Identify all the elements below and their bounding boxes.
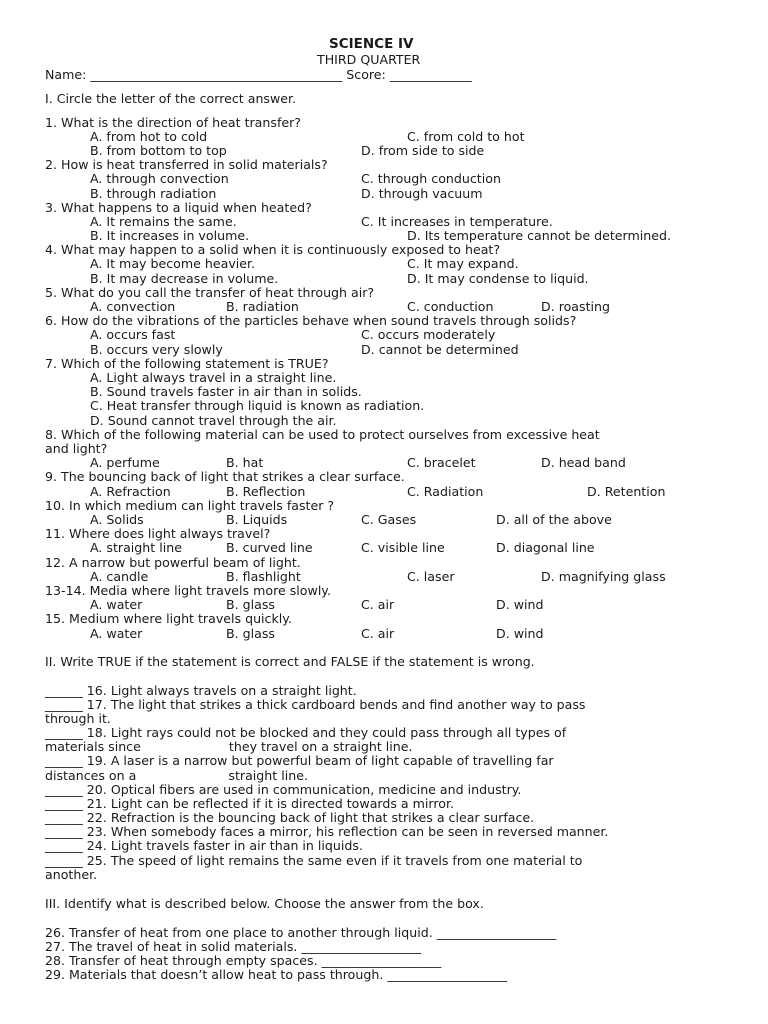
question-15: 15. Medium where light travels quickly. (45, 611, 292, 626)
question-8: 8. Which of the following material can be used to protect ourselves from excessive heat (45, 427, 600, 442)
tf-line: ______ 21. Light can be reflected if it is directed towards a mirror. (45, 796, 454, 811)
tf-line: through it. (45, 711, 111, 726)
tf-line: ______ 22. Refraction is the bouncing back of light that strikes a clear surface. (45, 810, 535, 825)
q1-choice-b[interactable]: B. from bottom to top (90, 143, 227, 158)
q11-choice-a[interactable]: A. straight line (90, 540, 182, 555)
question-9: 9. The bouncing back of light that strikes a clear surface. (45, 469, 405, 484)
q12-choice-d[interactable]: D. magnifying glass (541, 569, 666, 584)
question-3: 3. What happens to a liquid when heated? (45, 200, 312, 215)
q8-choice-b[interactable]: B. hat (226, 455, 264, 470)
part3-instruction: III. Identify what is described below. Choose the answer from the box. (45, 896, 484, 911)
question-4: 4. What may happen to a solid when it is continuously exposed to heat? (45, 242, 501, 257)
question-5: 5. What do you call the transfer of heat through air? (45, 285, 375, 300)
q11-choice-b[interactable]: B. curved line (226, 540, 313, 555)
q2-choice-c[interactable]: C. through conduction (361, 171, 501, 186)
q11-choice-d[interactable]: D. diagonal line (496, 540, 595, 555)
q2-choice-b[interactable]: B. through radiation (90, 186, 217, 201)
q7-choice-a[interactable]: A. Light always travel in a straight line. (90, 370, 337, 385)
tf-line: ______ 17. The light that strikes a thick cardboard bends and find another way to pass (45, 697, 586, 712)
question-6: 6. How do the vibrations of the particles behave when sound travels through solids? (45, 313, 577, 328)
q8-choice-d[interactable]: D. head band (541, 455, 626, 470)
name-score-line: Name: ________________________________________ Score: _____________ (45, 67, 472, 82)
question-11: 11. Where does light always travel? (45, 526, 271, 541)
q12-choice-a[interactable]: A. candle (90, 569, 149, 584)
part2-instruction: II. Write TRUE if the statement is correct and FALSE if the statement is wrong. (45, 654, 535, 669)
q2-choice-a[interactable]: A. through convection (90, 171, 229, 186)
tf-line: ______ 20. Optical fibers are used in communication, medicine and industry. (45, 782, 522, 797)
part1-instruction: I. Circle the letter of the correct answer. (45, 91, 297, 106)
q7-choice-c[interactable]: C. Heat transfer through liquid is known as radiation. (90, 398, 425, 413)
q1-choice-d[interactable]: D. from side to side (361, 143, 485, 158)
q5-choice-b[interactable]: B. radiation (226, 299, 299, 314)
tf-line: ______ 19. A laser is a narrow but powerful beam of light capable of travelling far (45, 753, 554, 768)
tf-line: materials since they travel on a straight line. (45, 739, 413, 754)
q1-choice-a[interactable]: A. from hot to cold (90, 129, 208, 144)
q6-choice-b[interactable]: B. occurs very slowly (90, 342, 223, 357)
q15-choice-b[interactable]: B. glass (226, 626, 275, 641)
q13-choice-d[interactable]: D. wind (496, 597, 544, 612)
q10-choice-b[interactable]: B. Liquids (226, 512, 288, 527)
q4-choice-b[interactable]: B. It may decrease in volume. (90, 271, 279, 286)
q7-choice-d[interactable]: D. Sound cannot travel through the air. (90, 413, 337, 428)
q9-choice-b[interactable]: B. Reflection (226, 484, 306, 499)
q1-choice-c[interactable]: C. from cold to hot (407, 129, 525, 144)
q5-choice-c[interactable]: C. conduction (407, 299, 494, 314)
question-10: 10. In which medium can light travels faster ? (45, 498, 335, 513)
q9-choice-a[interactable]: A. Refraction (90, 484, 171, 499)
q3-choice-c[interactable]: C. It increases in temperature. (361, 214, 553, 229)
tf-line: ______ 25. The speed of light remains the same even if it travels from one material to (45, 853, 583, 868)
tf-line: another. (45, 867, 98, 882)
q2-choice-d[interactable]: D. through vacuum (361, 186, 483, 201)
question-7: 7. Which of the following statement is TRUE? (45, 356, 329, 371)
identify-line: 26. Transfer of heat from one place to another through liquid. ___________________ (45, 925, 557, 940)
tf-line: ______ 23. When somebody faces a mirror, his reflection can be seen in reversed manner. (45, 824, 609, 839)
page-subtitle: THIRD QUARTER (317, 52, 421, 67)
q15-choice-d[interactable]: D. wind (496, 626, 544, 641)
q15-choice-a[interactable]: A. water (90, 626, 143, 641)
question-13-14: 13-14. Media where light travels more slowly. (45, 583, 331, 598)
identify-line: 28. Transfer of heat through empty spaces. ___________________ (45, 953, 442, 968)
q4-choice-a[interactable]: A. It may become heavier. (90, 256, 256, 271)
tf-line: distances on a straight line. (45, 768, 308, 783)
q10-choice-a[interactable]: A. Solids (90, 512, 144, 527)
q5-choice-a[interactable]: A. convection (90, 299, 176, 314)
q7-choice-b[interactable]: B. Sound travels faster in air than in solids. (90, 384, 362, 399)
q9-choice-d[interactable]: D. Retention (587, 484, 666, 499)
question-12: 12. A narrow but powerful beam of light. (45, 555, 301, 570)
question-8-continued: and light? (45, 441, 108, 456)
q4-choice-c[interactable]: C. It may expand. (407, 256, 519, 271)
page-title: SCIENCE IV (329, 36, 414, 52)
q3-choice-a[interactable]: A. It remains the same. (90, 214, 237, 229)
q12-choice-b[interactable]: B. flashlight (226, 569, 301, 584)
identify-line: 29. Materials that doesn’t allow heat to pass through. ___________________ (45, 967, 507, 982)
q15-choice-c[interactable]: C. air (361, 626, 395, 641)
question-2: 2. How is heat transferred in solid materials? (45, 157, 328, 172)
q13-choice-c[interactable]: C. air (361, 597, 395, 612)
q6-choice-c[interactable]: C. occurs moderately (361, 327, 496, 342)
identify-line: 27. The travel of heat in solid materials. ___________________ (45, 939, 422, 954)
question-1: 1. What is the direction of heat transfer? (45, 115, 301, 130)
q3-choice-d[interactable]: D. Its temperature cannot be determined. (407, 228, 671, 243)
q10-choice-c[interactable]: C. Gases (361, 512, 417, 527)
q8-choice-a[interactable]: A. perfume (90, 455, 160, 470)
q8-choice-c[interactable]: C. bracelet (407, 455, 476, 470)
q9-choice-c[interactable]: C. Radiation (407, 484, 484, 499)
tf-line: ______ 18. Light rays could not be blocked and they could pass through all types of (45, 725, 567, 740)
q11-choice-c[interactable]: C. visible line (361, 540, 445, 555)
q12-choice-c[interactable]: C. laser (407, 569, 455, 584)
q13-choice-a[interactable]: A. water (90, 597, 143, 612)
q3-choice-b[interactable]: B. It increases in volume. (90, 228, 250, 243)
q6-choice-a[interactable]: A. occurs fast (90, 327, 176, 342)
q6-choice-d[interactable]: D. cannot be determined (361, 342, 519, 357)
q13-choice-b[interactable]: B. glass (226, 597, 275, 612)
q10-choice-d[interactable]: D. all of the above (496, 512, 612, 527)
tf-line: ______ 24. Light travels faster in air than in liquids. (45, 838, 363, 853)
q5-choice-d[interactable]: D. roasting (541, 299, 611, 314)
q4-choice-d[interactable]: D. It may condense to liquid. (407, 271, 589, 286)
tf-line: ______ 16. Light always travels on a straight light. (45, 683, 357, 698)
